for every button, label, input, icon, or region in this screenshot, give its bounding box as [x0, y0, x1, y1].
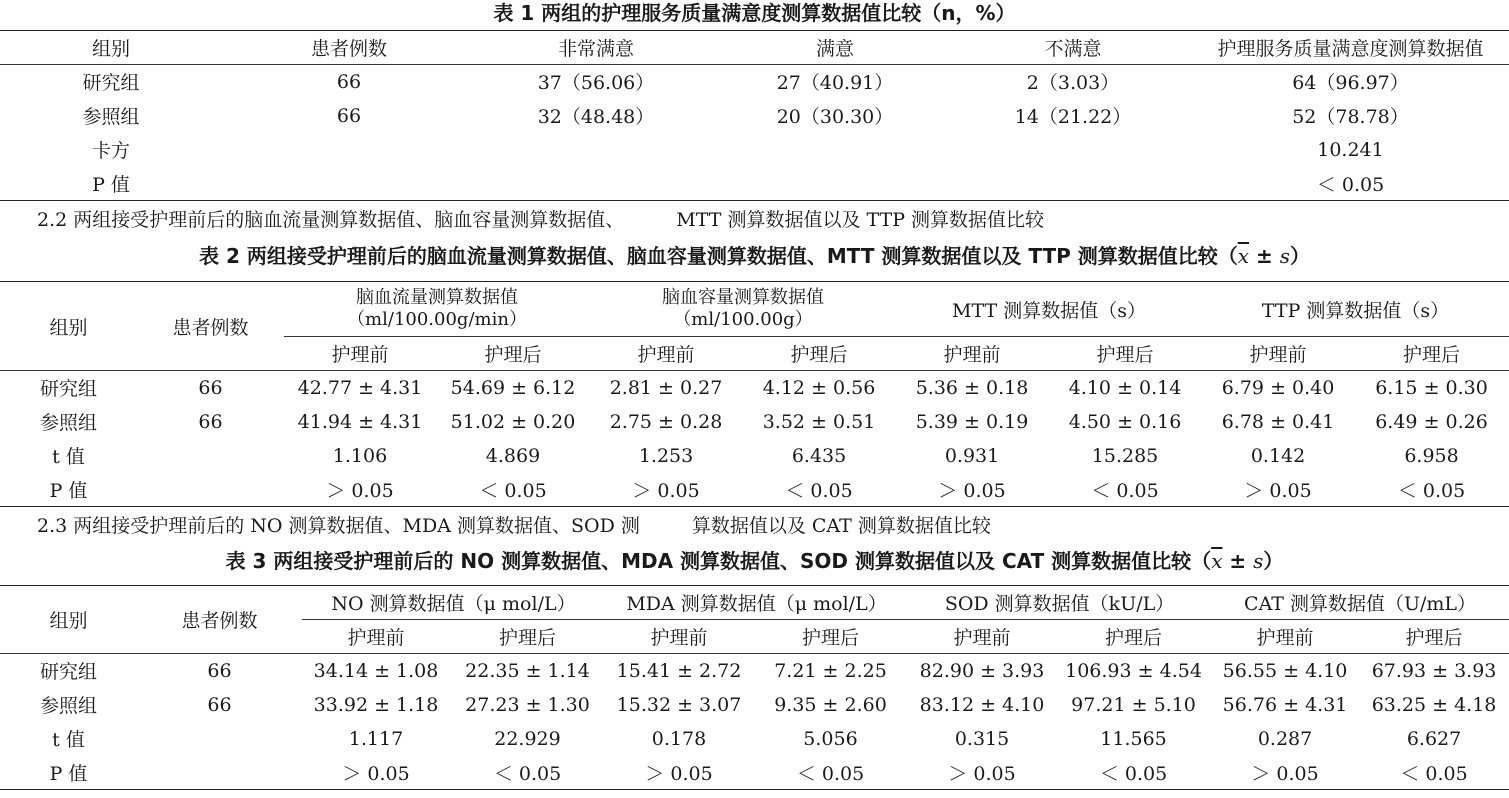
table-cell: 6.15 ± 0.30 — [1375, 376, 1488, 399]
table-cell: 42.77 ± 4.31 — [297, 376, 423, 399]
table3-header-row — [0, 586, 1509, 620]
table1 — [0, 30, 1509, 201]
table-cell — [137, 722, 302, 756]
table-cell: 4.12 ± 0.56 — [762, 376, 876, 399]
table3-subheader-after: 护理后 — [1056, 620, 1211, 654]
table-cell: 2（3.03） — [1026, 72, 1120, 95]
table2-subheader-after: 护理后 — [1354, 337, 1509, 371]
table-row — [0, 688, 1509, 722]
table-cell: 1.106 — [332, 444, 388, 467]
table1-caption: 表 1 两组的护理服务质量满意度测算数据值比较（n，%） — [493, 1, 1016, 25]
table3-subheader-before: 护理前 — [1211, 620, 1359, 654]
table-row — [0, 439, 1509, 473]
table-cell — [954, 167, 1192, 201]
table2-subheader-after: 护理后 — [1048, 337, 1202, 371]
table3-header-sod: SOD 测算数据值（kU/L） — [908, 586, 1211, 620]
table-cell: 56.55 ± 4.10 — [1222, 659, 1348, 682]
table-cell: 66 — [336, 104, 362, 127]
table-cell: 研究组 — [39, 661, 97, 684]
table-cell: 66 — [207, 659, 232, 682]
table-cell: ＜ 0.05 — [1354, 473, 1509, 507]
table-cell: 2.81 ± 0.27 — [609, 376, 723, 399]
table-cell — [222, 167, 476, 201]
table-cell: 0.287 — [1257, 727, 1313, 750]
table-cell: ＜ 0.05 — [1192, 167, 1509, 201]
table-cell: 研究组 — [82, 72, 140, 95]
table-cell: 106.93 ± 4.54 — [1065, 659, 1202, 682]
table3-caption-xbar: $\overline{x}$ — [1211, 549, 1223, 573]
table-cell: 63.25 ± 4.18 — [1371, 693, 1497, 716]
table3-subheader-before: 护理前 — [908, 620, 1056, 654]
table3-caption-suffix: ） — [1263, 549, 1284, 573]
table-cell: 4.10 ± 0.14 — [1068, 376, 1182, 399]
table-cell — [137, 473, 284, 507]
table2-caption-pm: ± — [1249, 244, 1280, 268]
table-cell: 6.79 ± 0.40 — [1221, 376, 1335, 399]
table2-subheader-before: 护理前 — [284, 337, 436, 371]
table2-caption-xbar: $\overline{x}$ — [1237, 244, 1250, 268]
table-cell — [222, 133, 476, 167]
table-cell: 11.565 — [1100, 727, 1167, 750]
table-cell: ＜ 0.05 — [1056, 756, 1211, 790]
table-cell: 5.39 ± 0.19 — [915, 410, 1029, 433]
table-cell: 66 — [207, 693, 232, 716]
table-cell: 15.41 ± 2.72 — [616, 659, 742, 682]
table3-caption — [0, 548, 1509, 574]
table-cell — [716, 133, 954, 167]
table-cell: ＜ 0.05 — [450, 756, 605, 790]
table-cell: 52（78.78） — [1292, 106, 1409, 128]
table2-subheader-after: 护理后 — [742, 337, 896, 371]
table3-header-cat: CAT 测算数据值（U/mL） — [1211, 586, 1509, 620]
table-cell: 2.75 ± 0.28 — [609, 410, 723, 433]
table-cell: ＜ 0.05 — [436, 473, 590, 507]
table2-header-row — [0, 282, 1509, 337]
table-row — [0, 65, 1509, 99]
table-cell: t 值 — [52, 729, 85, 751]
table-cell: ＞ 0.05 — [302, 756, 450, 790]
table-cell: 54.69 ± 6.12 — [450, 376, 576, 399]
table3-header-mda: MDA 测算数据值（μ mol/L） — [605, 586, 908, 620]
table-row — [0, 756, 1509, 790]
table-cell: P 值 — [0, 756, 137, 790]
table3-header-count: 患者例数 — [137, 586, 302, 654]
table-cell: 51.02 ± 0.20 — [450, 410, 576, 433]
table-cell: 22.35 ± 1.14 — [465, 659, 590, 682]
table-cell: 6.435 — [791, 444, 847, 467]
table2-header-cbf-unit: （ml/100.00g/min） — [347, 309, 527, 330]
table1-header-group: 组别 — [0, 31, 222, 65]
table2-header-count: 患者例数 — [137, 282, 284, 371]
table3-subheader-after: 护理后 — [753, 620, 908, 654]
table-cell: 参照组 — [39, 695, 97, 717]
table2-header-cbv — [590, 282, 896, 337]
table-cell: ＞ 0.05 — [590, 473, 742, 507]
section-2-2-heading — [37, 207, 1044, 233]
table-row — [0, 167, 1509, 201]
table3-subheader-after: 护理后 — [450, 620, 605, 654]
table-cell — [476, 167, 716, 201]
table2-header-ttp: TTP 测算数据值（s） — [1202, 282, 1509, 337]
table-row — [0, 722, 1509, 756]
table-cell: 34.14 ± 1.08 — [313, 659, 439, 682]
table-cell: ＞ 0.05 — [896, 473, 1048, 507]
table-cell: 56.76 ± 4.31 — [1222, 693, 1348, 716]
table2-header-cbv-name: 脑血容量测算数据值 — [662, 287, 825, 308]
table-row — [0, 473, 1509, 507]
table-cell: P 值 — [0, 167, 222, 201]
section-2-2-part1: 2.2 两组接受护理前后的脑血流量测算数据值、脑血容量测算数据值、 — [37, 209, 625, 231]
table-cell: 6.78 ± 0.41 — [1221, 410, 1335, 433]
table2-subheader-before: 护理前 — [1202, 337, 1354, 371]
section-2-3-part2: 算数据值以及 CAT 测算数据值比较 — [691, 515, 991, 537]
table-cell: 1.117 — [348, 727, 404, 750]
table-cell: 5.36 ± 0.18 — [915, 376, 1029, 399]
table-cell — [137, 756, 302, 790]
table-cell: ＞ 0.05 — [284, 473, 436, 507]
table-cell: 0.142 — [1250, 444, 1306, 467]
table-cell: 66 — [336, 70, 362, 93]
table-cell: 66 — [198, 376, 223, 399]
section-2-2-part2: MTT 测算数据值以及 TTP 测算数据值比较 — [676, 209, 1045, 231]
table3-caption-pm: ± — [1222, 549, 1254, 573]
table-cell: 41.94 ± 4.31 — [297, 410, 423, 433]
table-cell: t 值 — [52, 446, 85, 468]
table1-header-row — [0, 31, 1509, 65]
table3-subheader-after: 护理后 — [1359, 620, 1509, 654]
table-cell: 27（40.91） — [776, 72, 894, 95]
table-cell: 6.958 — [1404, 444, 1459, 467]
table-cell: ＜ 0.05 — [742, 473, 896, 507]
table-cell: ＞ 0.05 — [1211, 756, 1359, 790]
table2-caption-s: s — [1279, 244, 1290, 268]
table-cell: ＞ 0.05 — [1202, 473, 1354, 507]
table3-header-group: 组别 — [0, 586, 137, 654]
table-cell: 15.32 ± 3.07 — [616, 693, 742, 716]
table-cell: ＜ 0.05 — [753, 756, 908, 790]
table2-caption-suffix: ） — [1290, 244, 1310, 268]
table-cell: 22.929 — [494, 727, 561, 750]
table-cell: 10.241 — [1317, 138, 1384, 161]
table-cell: 67.93 ± 3.93 — [1371, 659, 1497, 682]
table-cell: ＜ 0.05 — [1359, 756, 1509, 790]
table-cell: 0.931 — [944, 444, 1000, 467]
table1-header-satisfaction-rate: 护理服务质量满意度测算数据值 — [1192, 31, 1509, 65]
table-cell: 64（96.97） — [1292, 72, 1409, 95]
section-2-3-heading — [37, 513, 991, 539]
table2-caption-text: 表 2 两组接受护理前后的脑血流量测算数据值、脑血容量测算数据值、MTT 测算数据值以及 TTP 测算数据值比较（ — [198, 244, 1238, 268]
table-cell: ＞ 0.05 — [908, 756, 1056, 790]
table-cell: ＞ 0.05 — [605, 756, 753, 790]
table-cell: 14（21.22） — [1014, 106, 1132, 128]
table-row — [0, 133, 1509, 167]
table-cell: 4.50 ± 0.16 — [1068, 410, 1182, 433]
table3-subheader-before: 护理前 — [302, 620, 450, 654]
table-cell: 32（48.48） — [537, 106, 655, 128]
table-cell: 1.253 — [638, 444, 694, 467]
table-cell: 参照组 — [39, 412, 97, 434]
table-cell: 66 — [198, 410, 223, 433]
table-cell — [954, 133, 1192, 167]
table3-caption-s: s — [1253, 549, 1264, 573]
table2-header-cbf-name: 脑血流量测算数据值 — [356, 287, 518, 308]
table2-subheader-before: 护理前 — [896, 337, 1048, 371]
table2-header-mtt: MTT 测算数据值（s） — [896, 282, 1202, 337]
table-cell: 参照组 — [82, 106, 140, 128]
table2-header-group: 组别 — [0, 282, 137, 371]
table-row — [0, 654, 1509, 688]
table-cell: P 值 — [0, 473, 137, 507]
table-cell — [137, 439, 284, 473]
table-row — [0, 405, 1509, 439]
table1-header-satisfied: 满意 — [716, 31, 954, 65]
table-cell: 6.49 ± 0.26 — [1375, 410, 1488, 433]
table-cell — [476, 133, 716, 167]
section-2-3-part1: 2.3 两组接受护理前后的 NO 测算数据值、MDA 测算数据值、SOD 测 — [37, 515, 640, 537]
table-cell: 0.178 — [651, 727, 707, 750]
table-cell: 27.23 ± 1.30 — [465, 693, 590, 716]
table2-header-cbf — [284, 282, 590, 337]
table-cell: 83.12 ± 4.10 — [919, 693, 1045, 716]
table-cell: 97.21 ± 5.10 — [1071, 693, 1196, 716]
table-cell: 82.90 ± 3.93 — [919, 659, 1045, 682]
table-cell: 7.21 ± 2.25 — [774, 659, 887, 682]
table1-header-very-satisfied: 非常满意 — [476, 31, 716, 65]
table-cell: ＜ 0.05 — [1048, 473, 1202, 507]
table-cell — [716, 167, 954, 201]
table2-subheader-before: 护理前 — [590, 337, 742, 371]
table-cell: 0.315 — [954, 727, 1010, 750]
table-cell: 9.35 ± 2.60 — [774, 693, 887, 716]
table3-subheader-before: 护理前 — [605, 620, 753, 654]
table-row — [0, 371, 1509, 405]
table-cell: 研究组 — [39, 378, 97, 401]
table-cell: 20（30.30） — [776, 106, 894, 128]
table2-header-cbv-unit: （ml/100.00g） — [673, 309, 813, 330]
table-cell: 3.52 ± 0.51 — [762, 410, 876, 433]
table-cell: 6.627 — [1406, 727, 1462, 750]
table-cell: 5.056 — [803, 727, 858, 750]
table-cell: 4.869 — [485, 444, 541, 467]
table1-header-unsatisfied: 不满意 — [954, 31, 1192, 65]
table-cell: 卡方 — [91, 140, 130, 162]
table3-caption-text: 表 3 两组接受护理前后的 NO 测算数据值、MDA 测算数据值、SOD 测算数据值以及 CAT 测算数据值比较（ — [225, 549, 1212, 573]
table2 — [0, 281, 1509, 507]
table-row — [0, 99, 1509, 133]
table2-caption — [0, 243, 1509, 269]
table1-header-count: 患者例数 — [222, 31, 476, 65]
table3 — [0, 585, 1509, 790]
table-cell: 15.285 — [1091, 444, 1159, 467]
table-cell: 37（56.06） — [537, 72, 655, 95]
table2-subheader-after: 护理后 — [436, 337, 590, 371]
table3-header-no: NO 测算数据值（μ mol/L） — [302, 586, 605, 620]
table-cell: 33.92 ± 1.18 — [313, 693, 439, 716]
